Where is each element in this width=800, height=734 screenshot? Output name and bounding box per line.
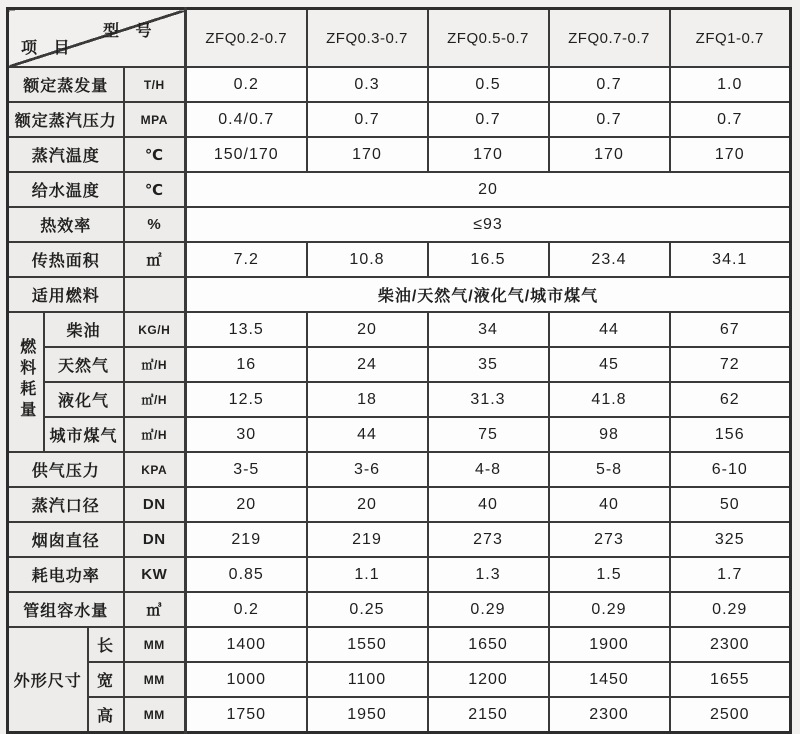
data-cell: 23.4 <box>549 242 670 277</box>
data-cell: 72 <box>670 347 791 382</box>
row-unit: DN <box>124 487 186 522</box>
data-cell: 24 <box>307 347 428 382</box>
data-cell: 4-8 <box>428 452 549 487</box>
data-cell: 170 <box>670 137 791 172</box>
data-cell: 40 <box>549 487 670 522</box>
data-cell: 6-10 <box>670 452 791 487</box>
data-cell: 10.8 <box>307 242 428 277</box>
row-unit: % <box>124 207 186 242</box>
data-cell: 12.5 <box>186 382 307 417</box>
data-cell: 0.29 <box>549 592 670 627</box>
data-cell: 0.7 <box>549 67 670 102</box>
data-cell: 1000 <box>186 662 307 697</box>
row-label-evaporation: 额定蒸发量 <box>8 67 124 102</box>
model-header: ZFQ0.7-0.7 <box>549 9 670 68</box>
merged-data-cell: 柴油/天然气/液化气/城市煤气 <box>186 277 791 312</box>
model-header: ZFQ0.5-0.7 <box>428 9 549 68</box>
table-row <box>8 417 791 452</box>
data-cell: 34.1 <box>670 242 791 277</box>
data-cell: 44 <box>549 312 670 347</box>
row-label-applicable-fuel: 适用燃料 <box>8 277 124 312</box>
table-row <box>8 67 791 102</box>
table-row <box>8 172 791 207</box>
row-unit: MM <box>124 627 186 662</box>
table-row <box>8 277 791 312</box>
data-cell: 16.5 <box>428 242 549 277</box>
data-cell: 150/170 <box>186 137 307 172</box>
row-label-heating-area: 传热面积 <box>8 242 124 277</box>
table-row <box>8 662 791 697</box>
merged-data-cell: ≤93 <box>186 207 791 242</box>
group-label-fuel-consumption <box>8 312 44 452</box>
row-unit: ㎥/H <box>124 347 186 382</box>
data-cell: 18 <box>307 382 428 417</box>
boiler-spec-table <box>6 7 792 734</box>
data-cell: 3-6 <box>307 452 428 487</box>
data-cell: 1.3 <box>428 557 549 592</box>
data-cell: 67 <box>670 312 791 347</box>
data-cell: 35 <box>428 347 549 382</box>
table-row <box>8 347 791 382</box>
data-cell: 62 <box>670 382 791 417</box>
table-row <box>8 487 791 522</box>
row-unit: MPA <box>124 102 186 137</box>
data-cell: 219 <box>307 522 428 557</box>
data-cell: 273 <box>549 522 670 557</box>
row-unit: KPA <box>124 452 186 487</box>
header-row <box>8 9 791 68</box>
data-cell: 0.25 <box>307 592 428 627</box>
table-row <box>8 592 791 627</box>
row-unit: ㎥ <box>124 592 186 627</box>
table-row <box>8 242 791 277</box>
data-cell: 5-8 <box>549 452 670 487</box>
data-cell: 98 <box>549 417 670 452</box>
data-cell: 170 <box>428 137 549 172</box>
data-cell: 75 <box>428 417 549 452</box>
row-unit: KG/H <box>124 312 186 347</box>
row-label-feed-water-temp: 给水温度 <box>8 172 124 207</box>
data-cell: 7.2 <box>186 242 307 277</box>
data-cell: 0.7 <box>549 102 670 137</box>
row-unit: ℃ <box>124 137 186 172</box>
data-cell: 156 <box>670 417 791 452</box>
row-label-chimney-diameter: 烟囱直径 <box>8 522 124 557</box>
fuel-consumption-vertical-label: 燃料耗量 <box>17 337 35 422</box>
data-cell: 1200 <box>428 662 549 697</box>
row-label-natural-gas: 天然气 <box>44 347 124 382</box>
table-row <box>8 102 791 137</box>
table-row <box>8 627 791 662</box>
row-label-thermal-efficiency: 热效率 <box>8 207 124 242</box>
data-cell: 16 <box>186 347 307 382</box>
data-cell: 1100 <box>307 662 428 697</box>
data-cell: 219 <box>186 522 307 557</box>
row-unit: ㎥/H <box>124 382 186 417</box>
data-cell: 30 <box>186 417 307 452</box>
data-cell: 1550 <box>307 627 428 662</box>
data-cell: 0.29 <box>670 592 791 627</box>
row-label-lpg: 液化气 <box>44 382 124 417</box>
row-unit: KW <box>124 557 186 592</box>
corner-model-label: 型 号 <box>103 23 158 40</box>
model-header: ZFQ0.2-0.7 <box>186 9 307 68</box>
merged-data-cell: 20 <box>186 172 791 207</box>
data-cell: 2300 <box>670 627 791 662</box>
table-row <box>8 312 791 347</box>
table-row <box>8 697 791 733</box>
data-cell: 170 <box>549 137 670 172</box>
row-label-water-capacity: 管组容水量 <box>8 592 124 627</box>
data-cell: 2500 <box>670 697 791 733</box>
data-cell: 0.2 <box>186 67 307 102</box>
row-label-steam-outlet: 蒸汽口径 <box>8 487 124 522</box>
row-label-width: 宽 <box>88 662 124 697</box>
row-unit: ㎡ <box>124 242 186 277</box>
table-row <box>8 452 791 487</box>
data-cell: 1.5 <box>549 557 670 592</box>
data-cell: 325 <box>670 522 791 557</box>
data-cell: 0.3 <box>307 67 428 102</box>
row-unit: DN <box>124 522 186 557</box>
data-cell: 0.7 <box>428 102 549 137</box>
data-cell: 1950 <box>307 697 428 733</box>
row-label-gas-supply-pressure: 供气压力 <box>8 452 124 487</box>
data-cell: 3-5 <box>186 452 307 487</box>
table-row <box>8 522 791 557</box>
table-row <box>8 207 791 242</box>
row-unit: MM <box>124 697 186 733</box>
model-header: ZFQ1-0.7 <box>670 9 791 68</box>
row-unit-empty <box>124 277 186 312</box>
data-cell: 50 <box>670 487 791 522</box>
data-cell: 40 <box>428 487 549 522</box>
corner-diagonal-cell <box>8 9 186 68</box>
data-cell: 1900 <box>549 627 670 662</box>
data-cell: 45 <box>549 347 670 382</box>
data-cell: 0.7 <box>670 102 791 137</box>
data-cell: 1.0 <box>670 67 791 102</box>
data-cell: 0.5 <box>428 67 549 102</box>
row-label-length: 长 <box>88 627 124 662</box>
row-label-diesel: 柴油 <box>44 312 124 347</box>
data-cell: 0.85 <box>186 557 307 592</box>
group-label-dimensions: 外形尺寸 <box>8 627 88 733</box>
row-label-steam-pressure: 额定蒸汽压力 <box>8 102 124 137</box>
data-cell: 2150 <box>428 697 549 733</box>
row-unit: MM <box>124 662 186 697</box>
data-cell: 1.7 <box>670 557 791 592</box>
data-cell: 0.4/0.7 <box>186 102 307 137</box>
data-cell: 20 <box>186 487 307 522</box>
data-cell: 34 <box>428 312 549 347</box>
data-cell: 273 <box>428 522 549 557</box>
data-cell: 31.3 <box>428 382 549 417</box>
data-cell: 1400 <box>186 627 307 662</box>
row-unit: ℃ <box>124 172 186 207</box>
model-header: ZFQ0.3-0.7 <box>307 9 428 68</box>
data-cell: 2300 <box>549 697 670 733</box>
data-cell: 1650 <box>428 627 549 662</box>
data-cell: 13.5 <box>186 312 307 347</box>
data-cell: 0.7 <box>307 102 428 137</box>
data-cell: 170 <box>307 137 428 172</box>
row-unit: ㎥/H <box>124 417 186 452</box>
data-cell: 0.2 <box>186 592 307 627</box>
data-cell: 1450 <box>549 662 670 697</box>
data-cell: 41.8 <box>549 382 670 417</box>
row-label-power-consumption: 耗电功率 <box>8 557 124 592</box>
data-cell: 1750 <box>186 697 307 733</box>
data-cell: 44 <box>307 417 428 452</box>
corner-item-label: 项 目 <box>21 40 76 57</box>
row-label-city-gas: 城市煤气 <box>44 417 124 452</box>
table-row <box>8 137 791 172</box>
data-cell: 1655 <box>670 662 791 697</box>
data-cell: 20 <box>307 487 428 522</box>
table-row <box>8 557 791 592</box>
data-cell: 20 <box>307 312 428 347</box>
data-cell: 1.1 <box>307 557 428 592</box>
table-row <box>8 382 791 417</box>
row-label-steam-temp: 蒸汽温度 <box>8 137 124 172</box>
row-label-height: 高 <box>88 697 124 733</box>
data-cell: 0.29 <box>428 592 549 627</box>
row-unit: T/H <box>124 67 186 102</box>
